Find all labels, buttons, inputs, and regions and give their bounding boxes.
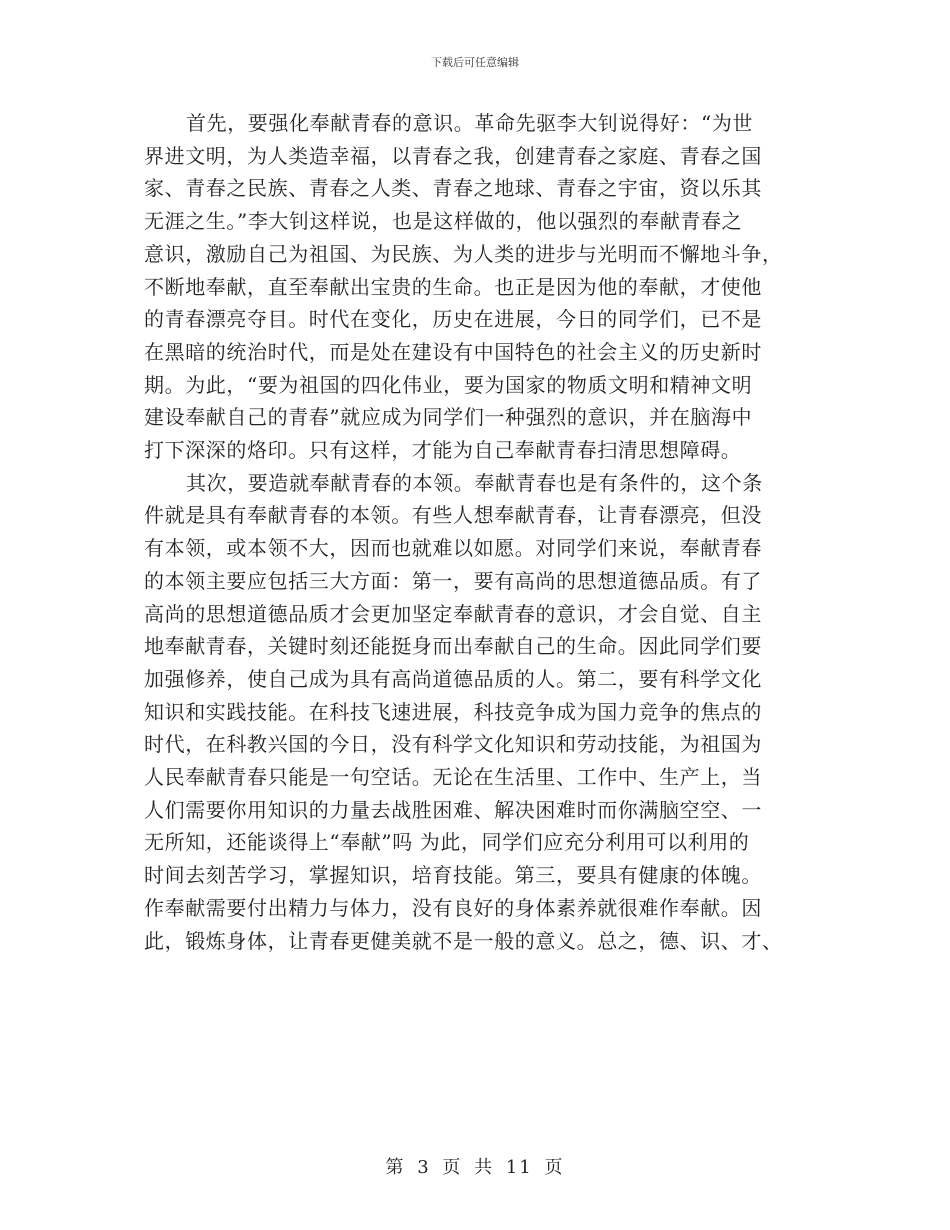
- paragraph-2-line: 此，锻炼身体，让青春更健美就不是一般的意义。总之，德、识、才、: [144, 928, 783, 953]
- paragraph-2-line: 时间去刻苦学习，掌握知识，培育技能。第三，要具有健康的体魄。: [144, 863, 762, 888]
- paragraph-2-line: 无所知，还能谈得上“奉献”吗 为此，同学们应充分利用可以利用的: [144, 830, 750, 855]
- paragraph-1-line: 意识，激励自己为祖国、为民族、为人类的进步与光明而不懈地斗争，: [144, 241, 783, 266]
- paragraph-2-line: 作奉献需要付出精力与体力，没有良好的身体素养就很难作奉献。因: [144, 895, 762, 920]
- paragraph-1-line: 打下深深的烙印。只有这样，才能为自己奉献青春扫清思想障碍。: [144, 438, 742, 463]
- document-body: [144, 107, 804, 957]
- paragraph-1-line: 家、青春之民族、青春之人类、青春之地球、青春之宇宙，资以乐其: [144, 176, 762, 201]
- page-header: 下载后可任意编辑: [431, 56, 519, 69]
- page-number-footer: 第 3 页 共 11 页: [385, 1157, 565, 1178]
- paragraph-2-line: 有本领，或本领不大，因而也就难以如愿。对同学们来说，奉献青春: [144, 536, 762, 561]
- paragraph-1-line: 建设奉献自己的青春”就应成为同学们一种强烈的意识，并在脑海中: [144, 405, 753, 430]
- paragraph-2-line: 人们需要你用知识的力量去战胜困难、解决困难时而你满脑空空、一: [144, 797, 762, 822]
- paragraph-1-line: 的青春漂亮夺目。时代在变化，历史在进展，今日的同学们，已不是: [144, 307, 762, 332]
- paragraph-2-line: 的本领主要应包括三大方面：第一，要有高尚的思想道德品质。有了: [144, 568, 762, 593]
- paragraph-1-line: 首先，要强化奉献青春的意识。革命先驱李大钊说得好：“为世: [186, 111, 754, 135]
- paragraph-2-line: 高尚的思想道德品质才会更加坚定奉献青春的意识，才会自觉、自主: [144, 601, 762, 626]
- paragraph-2-line: 知识和实践技能。在科技飞速进展，科技竞争成为国力竞争的焦点的: [144, 699, 762, 724]
- paragraph-1-line: 界进文明，为人类造幸福，以青春之我，创建青春之家庭、青春之国: [144, 143, 762, 168]
- paragraph-2-line: 其次，要造就奉献青春的本领。奉献青春也是有条件的，这个条: [186, 470, 763, 495]
- paragraph-1-line: 在黑暗的统治时代，而是处在建设有中国特色的社会主义的历史新时: [144, 339, 762, 364]
- paragraph-1-line: 期。为此，“要为祖国的四化伟业，要为国家的物质文明和精神文明: [144, 372, 753, 397]
- paragraph-2-line: 件就是具有奉献青春的本领。有些人想奉献青春，让青春漂亮，但没: [144, 503, 762, 528]
- paragraph-2-line: 加强修养，使自己成为具有高尚道德品质的人。第二，要有科学文化: [144, 666, 762, 691]
- paragraph-2-line: 时代，在科教兴国的今日，没有科学文化知识和劳动技能，为祖国为: [144, 732, 762, 757]
- paragraph-2-line: 地奉献青春，关键时刻还能挺身而出奉献自己的生命。因此同学们要: [144, 634, 762, 659]
- paragraph-1-line: 不断地奉献，直至奉献出宝贵的生命。也正是因为他的奉献，才使他: [144, 274, 762, 299]
- paragraph-2-line: 人民奉献青春只能是一句空话。无论在生活里、工作中、生产上，当: [144, 765, 762, 790]
- paragraph-1-line: 无涯之生。”李大钊这样说，也是这样做的，他以强烈的奉献青春之: [144, 209, 743, 234]
